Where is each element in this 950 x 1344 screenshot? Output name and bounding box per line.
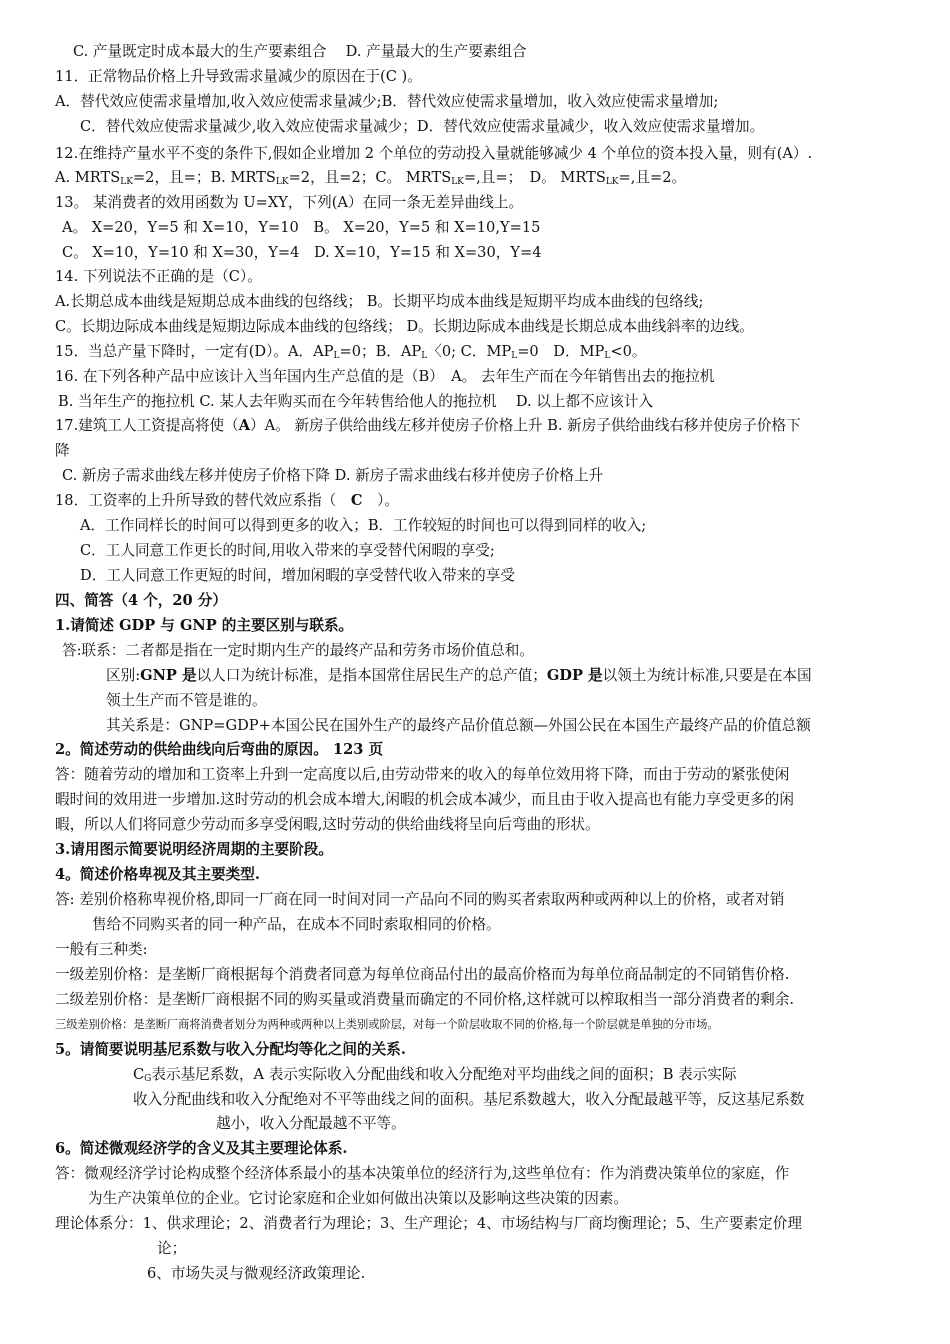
option-line: A．工作同样长的时间可以得到更多的收入；B．工作较短的时间也可以得到同样的收入;	[80, 517, 647, 534]
short-question-4: 4。简述价格卑视及其主要类型.	[55, 866, 260, 883]
question-18: 18．工资率的上升所导致的替代效应系指（ C ）。	[55, 492, 399, 509]
answer-line: 为生产决策单位的企业。它讨论家庭和企业如何做出决策以及影响这些决策的因素。	[88, 1190, 628, 1207]
option-line: C. 新房子需求曲线左移并使房子价格下降 D. 新房子需求曲线右移并使房子价格上升	[62, 467, 604, 484]
answer-line: 答：随着劳动的增加和工资率上升到一定高度以后,由劳动带来的收入的每单位效用将下降，而由于劳动的紧张使闲	[55, 766, 790, 783]
answer-line: 暇，所以人们将同意少劳动而多享受闲暇,这时劳动的供给曲线将呈向后弯曲的形状。	[55, 816, 600, 833]
option-line: C。 X=10，Y=10 和 X=30，Y=4 D. X=10，Y=15 和 X=30，Y=4	[62, 244, 542, 261]
question-15: 15．当总产量下降时，一定有(D）。A．$AP_L=0$；B．$AP_L$〈0; C．$MP_L=0$ D．$MP_L<0$。	[55, 343, 647, 361]
question-14: 14. 下列说法不正确的是（C）。	[55, 268, 262, 285]
answer-line: 答：微观经济学讨论构成整个经济体系最小的基本决策单位的经济行为,这些单位有：作为消费决策单位的家庭，作	[55, 1165, 790, 1182]
option-line: 降	[55, 442, 70, 459]
option-line: B. 当年生产的拖拉机 C. 某人去年购买而在今年转售给他人的拖拉机 D. 以上都不应该计入	[58, 393, 654, 410]
answer-line: 其关系是：GNP=GDP+本国公民在国外生产的最终产品价值总额—外国公民在本国生产最终产品的价值总额	[106, 717, 811, 734]
question-16: 16. 在下列各种产品中应该计入当年国内生产总值的是（B） A。 去年生产而在今年销售出去的拖拉机	[55, 368, 715, 385]
short-question-5: 5。请简要说明基尼系数与收入分配均等化之间的关系.	[55, 1041, 406, 1058]
short-question-6: 6。简述微观经济学的含义及其主要理论体系.	[55, 1140, 348, 1157]
question-12: 12.在维持产量水平不变的条件下,假如企业增加 2 个单位的劳动投入量就能够减少 4 个单位的资本投入量，则有(A）.	[55, 145, 813, 162]
question-17: 17.建筑工人工资提高将使（A）A。 新房子供给曲线左移并使房子价格上升 B. 新房子供给曲线右移并使房子价格下	[55, 417, 801, 434]
answer-line: 区别:GNP 是以人口为统计标准，是指本国常住居民生产的总产值；GDP 是以领土为统计标准,只要是在本国	[106, 667, 812, 684]
option-line: A. $MRTS_{LK}=2$，且=；B. $MRTS_{LK}=2$，且=2；C。 $MRTS_{LK}=$,且=； D。 $MRTS_{LK}=$,且=2。	[55, 169, 687, 187]
answer-line: 暇时间的效用进一步增加.这时劳动的机会成本增大,闲暇的机会成本减少，而且由于收入提高也有能力享受更多的闲	[55, 791, 794, 808]
short-question-1: 1.请简述 GDP 与 GNP 的主要区别与联系。	[55, 617, 354, 634]
answer-line: 一级差别价格：是垄断厂商根据每个消费者同意为每单位商品付出的最高价格而为每单位商品制定的不同销售价格.	[55, 966, 790, 983]
option-line: C．替代效应使需求量减少,收入效应使需求量减少；D．替代效应使需求量减少，收入效应使需求量增加。	[80, 118, 765, 135]
answer-line: 论；	[157, 1240, 187, 1257]
answer-line: 领土生产而不管是谁的。	[106, 692, 267, 709]
option-line: A．替代效应使需求量增加,收入效应使需求量减少;B．替代效应使需求量增加，收入效应使需求量增加;	[55, 93, 719, 110]
answer-line: 越小，收入分配最越不平等。	[216, 1115, 406, 1132]
short-question-2: 2。简述劳动的供给曲线向后弯曲的原因。 123 页	[55, 741, 384, 758]
answer-line: 答:联系：二者都是指在一定时期内生产的最终产品和劳务市场价值总和。	[62, 642, 534, 659]
option-line: C. 产量既定时成本最大的生产要素组合 D. 产量最大的生产要素组合	[73, 43, 527, 60]
answer-line: 答: 差别价格称卑视价格,即同一厂商在同一时间对同一产品向不同的购买者索取两种或两种以上的价格，或者对销	[55, 891, 785, 908]
answer-line: 6、市场失灵与微观经济政策理论.	[147, 1265, 366, 1282]
answer-line: $C_G$表示基尼系数，A 表示实际收入分配曲线和收入分配绝对平均曲线之间的面积；B 表示实际	[133, 1066, 737, 1084]
answer-line: 理论体系分：1、供求理论；2、消费者行为理论；3、生产理论；4、市场结构与厂商均衡理论；5、生产要素定价理	[55, 1215, 802, 1232]
question-13: 13。 某消费者的效用函数为 U=XY，下列(A）在同一条无差异曲线上。	[55, 194, 524, 211]
short-question-3: 3.请用图示简要说明经济周期的主要阶段。	[55, 841, 333, 858]
answer-line: 售给不同购买者的同一种产品，在成本不同时索取相同的价格。	[92, 916, 501, 933]
option-line: A。 X=20，Y=5 和 X=10，Y=10 B。 X=20，Y=5 和 X=10,Y=15	[62, 219, 541, 236]
section-heading: 四、简答（4 个，20 分）	[55, 592, 227, 609]
answer-line: 二级差别价格：是垄断厂商根据不同的购买量或消费量而确定的不同价格,这样就可以榨取相当一部分消费者的剩余.	[55, 991, 794, 1008]
option-line: C．工人同意工作更长的时间,用收入带来的享受替代闲暇的享受;	[80, 542, 495, 559]
option-line: D．工人同意工作更短的时间，增加闲暇的享受替代收入带来的享受	[80, 567, 515, 584]
question-11: 11．正常物品价格上升导致需求量减少的原因在于(C )。	[55, 68, 422, 85]
answer-line: 收入分配曲线和收入分配绝对不平等曲线之间的面积。基尼系数越大，收入分配最越平等，反这基尼系数	[133, 1091, 805, 1108]
answer-line: 一般有三种类:	[55, 941, 148, 958]
option-line: C。长期边际成本曲线是短期边际成本曲线的包络线； D。长期边际成本曲线是长期总成本曲线斜率的边线。	[55, 318, 754, 335]
answer-line: 三级差别价格：是垄断厂商将消费者划分为两种或两种以上类别或阶层，对每一个阶层收取不同的价格,每一个阶层就是单独的分市场。	[55, 1018, 719, 1031]
option-line: A.长期总成本曲线是短期总成本曲线的包络线； B。长期平均成本曲线是短期平均成本曲线的包络线;	[55, 293, 704, 310]
